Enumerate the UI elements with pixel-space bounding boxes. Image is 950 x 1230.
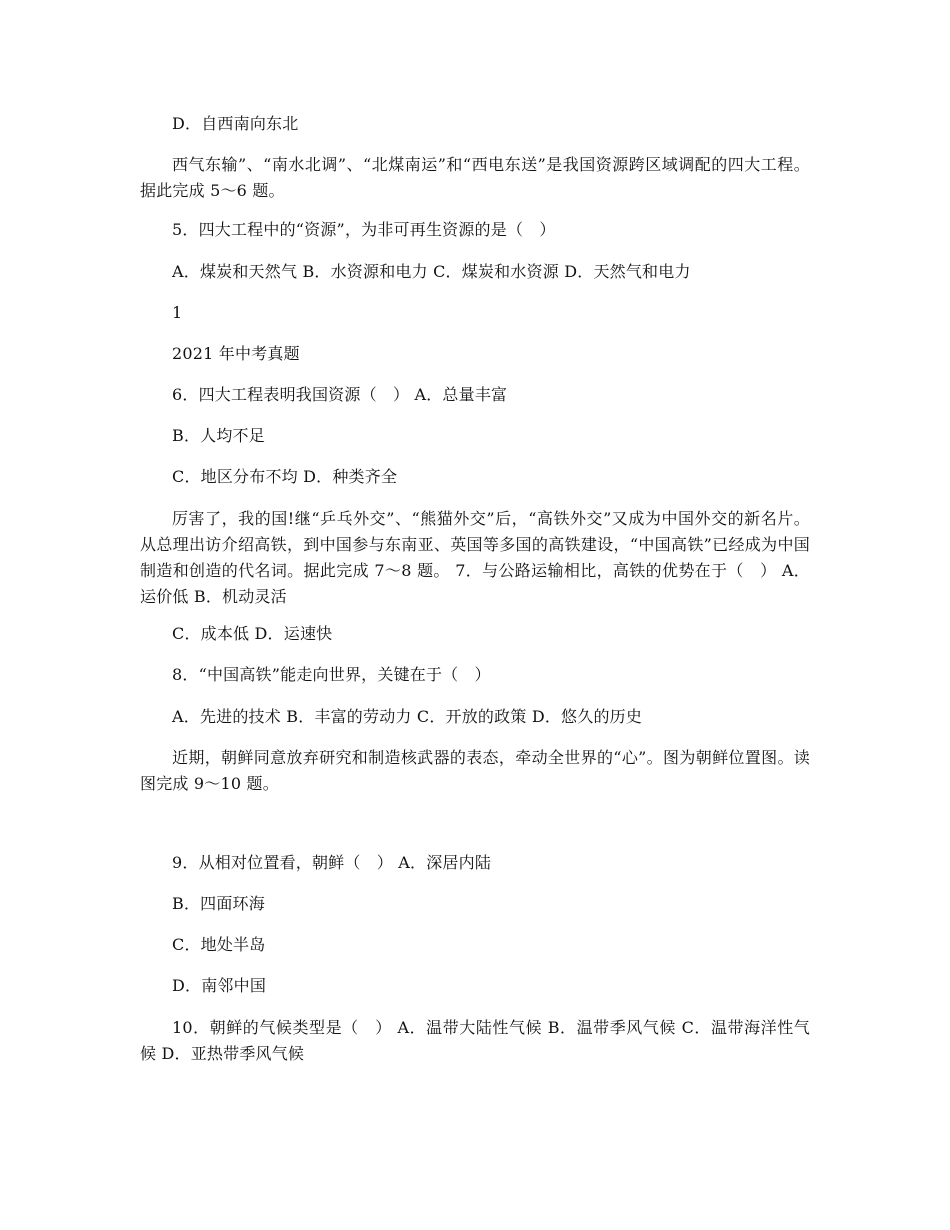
question-paragraph: 10．朝鲜的气候类型是（ ） A．温带大陆性气候 B．温带季风气候 C．温带海洋性气候 D．亚热带季风气候 — [140, 1018, 810, 1063]
option-line: C．成本低 D．运速快 — [172, 624, 333, 643]
option-line: B．人均不足 — [172, 426, 265, 445]
option-line: B．四面环海 — [172, 894, 265, 913]
question-line: 6．四大工程表明我国资源（ ） A．总量丰富 — [172, 385, 508, 404]
option-line: C．地区分布不均 D．种类齐全 — [172, 467, 398, 486]
option-line: D．南邻中国 — [172, 976, 267, 995]
option-line: A．煤炭和天然气 B．水资源和电力 C．煤炭和水资源 D．天然气和电力 — [172, 262, 691, 281]
document-header: 2021 年中考真题 — [172, 344, 300, 363]
passage-paragraph: 厉害了，我的国!继“乒乓外交”、“熊猫外交”后，“高铁外交”又成为中国外交的新名片。从总理出访介绍高铁，到中国参与东南亚、英国等多国的高铁建设，“中国高铁”已经成为中国制造和创造的代名词。据此完成 7～8 题。 7．与公路运输相比，高铁的优势在于（ ） A．运价低 B．机动灵活 — [140, 509, 810, 606]
page-number: 1 — [172, 303, 183, 322]
question-line: 5．四大工程中的“资源”，为非可再生资源的是（ ） — [172, 220, 556, 239]
option-line: D．自西南向东北 — [172, 114, 299, 133]
question-line: 8．“中国高铁”能走向世界，关键在于（ ） — [172, 665, 491, 684]
passage-paragraph: 近期，朝鲜同意放弃研究和制造核武器的表态，牵动全世界的“心”。图为朝鲜位置图。读图完成 9～10 题。 — [140, 748, 810, 793]
question-line: 9．从相对位置看，朝鲜（ ） A．深居内陆 — [172, 853, 492, 872]
option-line: A．先进的技术 B．丰富的劳动力 C．开放的政策 D．悠久的历史 — [172, 707, 643, 726]
passage-paragraph: 西气东输”、“南水北调”、“北煤南运”和“西电东送”是我国资源跨区域调配的四大工程。据此完成 5～6 题。 — [140, 155, 810, 200]
option-line: C．地处半岛 — [172, 935, 266, 954]
